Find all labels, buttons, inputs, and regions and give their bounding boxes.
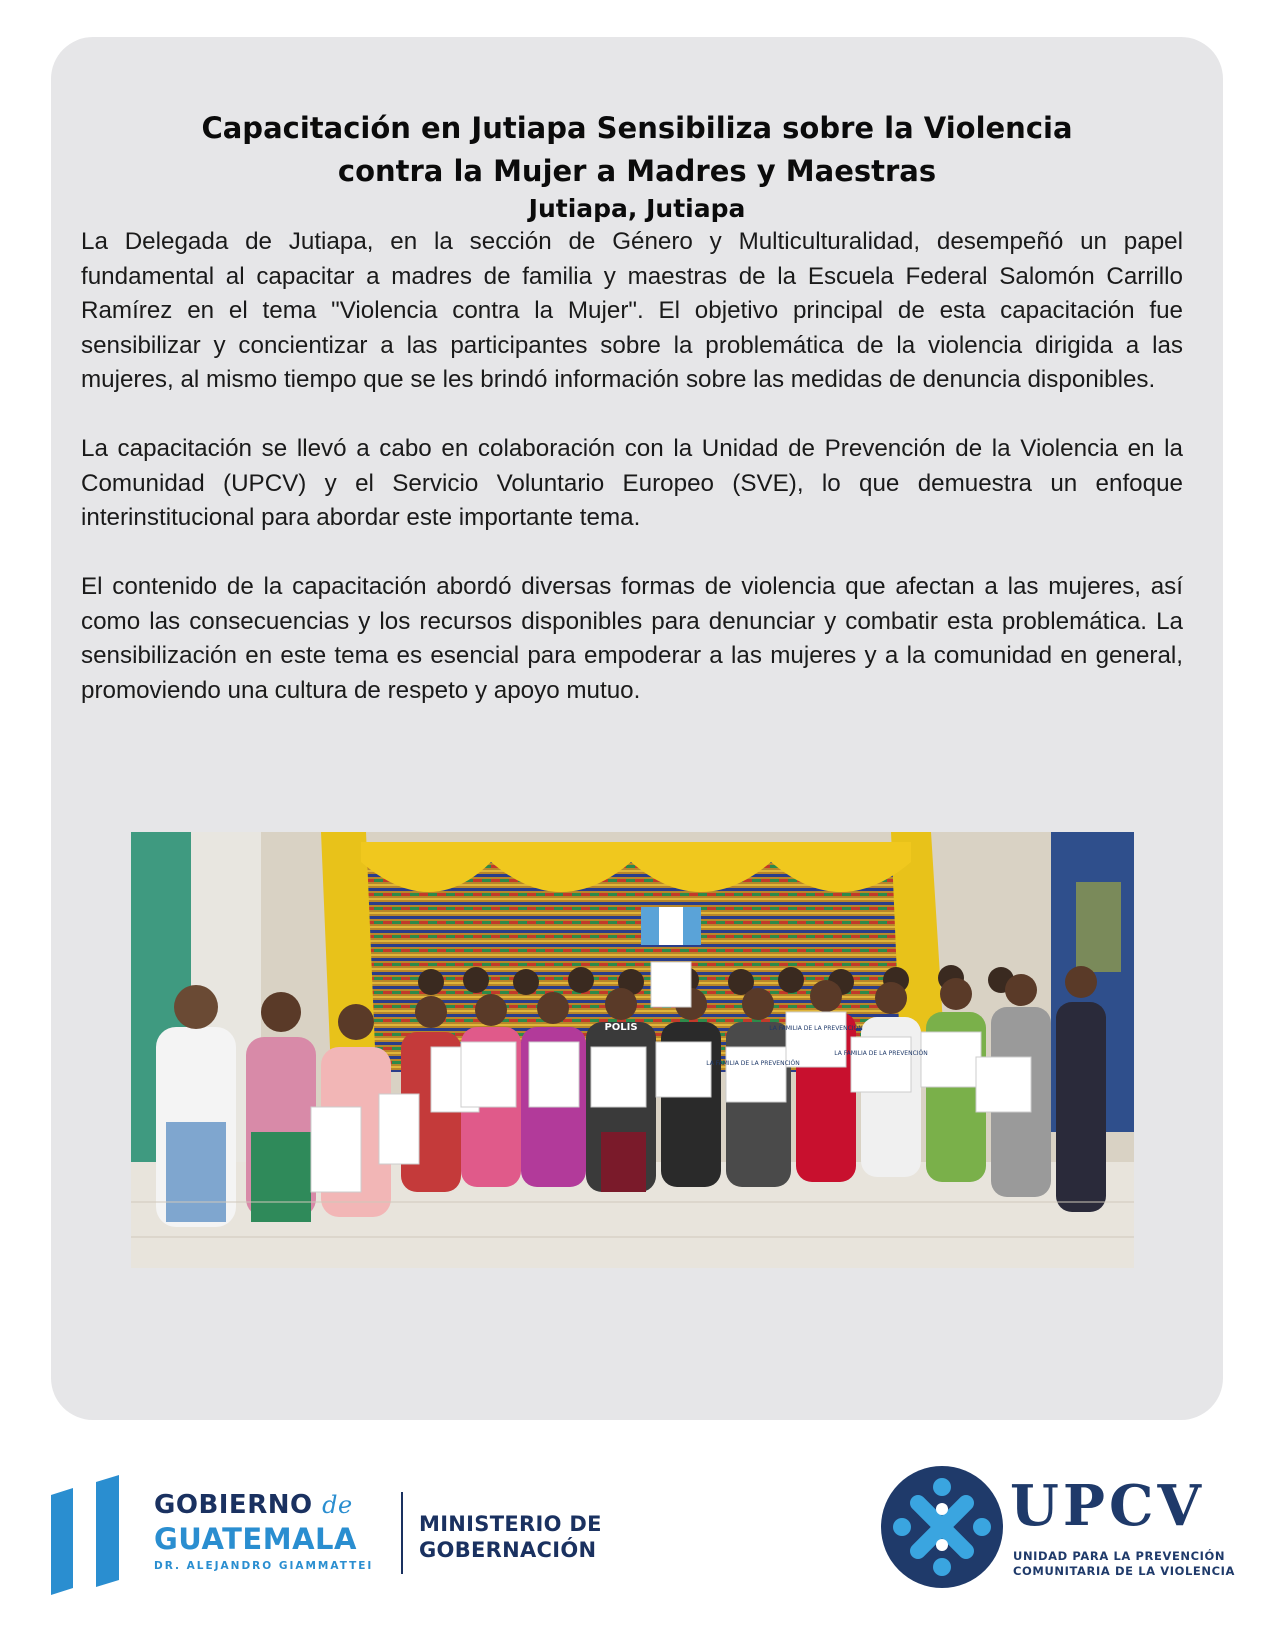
article-card [51, 37, 1223, 1420]
article-header [51, 107, 1223, 225]
upcv-title: UPCV [1010, 1473, 1205, 1539]
bag-label: LA FAMILIA DE LA PREVENCIÓN [834, 1050, 928, 1057]
ministerio-line-1: MINISTERIO DE [419, 1512, 602, 1536]
upcv-logo [880, 1465, 1236, 1595]
bag-label: LA FAMILIA DE LA PREVENCIÓN [706, 1060, 800, 1067]
upcv-subtitle-1: UNIDAD PARA LA PREVENCIÓN [1013, 1549, 1226, 1563]
article-body [81, 225, 1183, 743]
gobierno-title: GOBIERNO de [154, 1490, 353, 1520]
paragraph-3: El contenido de la capacitación abordó diversas formas de violencia que afectan a las mujeres, así como las consecuencias y los recursos disponibles para denunciar y combatir esta problemática. La sensibilización en este tema es esencial para empoderar a las mujeres y a la comunidad en general, promoviendo una cultura de respeto y apoyo mutuo. [81, 573, 1183, 704]
group-photo-illustration [131, 832, 1134, 1268]
group-photo [131, 832, 1134, 1268]
paragraph-1: La Delegada de Jutiapa, en la sección de Género y Multiculturalidad, desempeñó un papel fundamental al capacitar a madres de familia y maestras de la Escuela Federal Salomón Carrillo Ramírez en el tema "Violencia contra la Mujer". El objetivo principal de esta capacitación fue sensibilizar y concientizar a las participantes sobre la problemática de la violencia dirigida a las mujeres, al mismo tiempo que se les brindó información sobre las medidas de denuncia disponibles. [81, 228, 1183, 393]
ministerio-line-2: GOBERNACIÓN [419, 1538, 597, 1562]
upcv-subtitle-2: COMUNITARIA DE LA VIOLENCIA [1013, 1564, 1236, 1578]
article-location: Jutiapa, Jutiapa [528, 194, 746, 223]
paragraph-2: La capacitación se llevó a cabo en colaboración con la Unidad de Prevención de la Violencia en la Comunidad (UPCV) y el Servicio Voluntario Europeo (SVE), lo que demuestra un enfoque interinstitucional para abordar este importante tema. [81, 435, 1183, 531]
shirt-text: POLIS [604, 1022, 638, 1033]
logo-divider [401, 1492, 403, 1574]
article-title-line-1: Capacitación en Jutiapa Sensibiliza sobre la Violencia [201, 111, 1073, 145]
gobierno-logo [51, 1470, 602, 1595]
guatemala-title: GUATEMALA [154, 1522, 357, 1556]
gobierno-flag-icon [51, 1470, 146, 1595]
upcv-emblem-icon [880, 1465, 1004, 1589]
president-name: DR. ALEJANDRO GIAMMATTEI [154, 1560, 374, 1572]
article-title-line-2: contra la Mujer a Madres y Maestras [337, 154, 937, 188]
bag-label: LA FAMILIA DE LA PREVENCIÓN [769, 1025, 863, 1032]
